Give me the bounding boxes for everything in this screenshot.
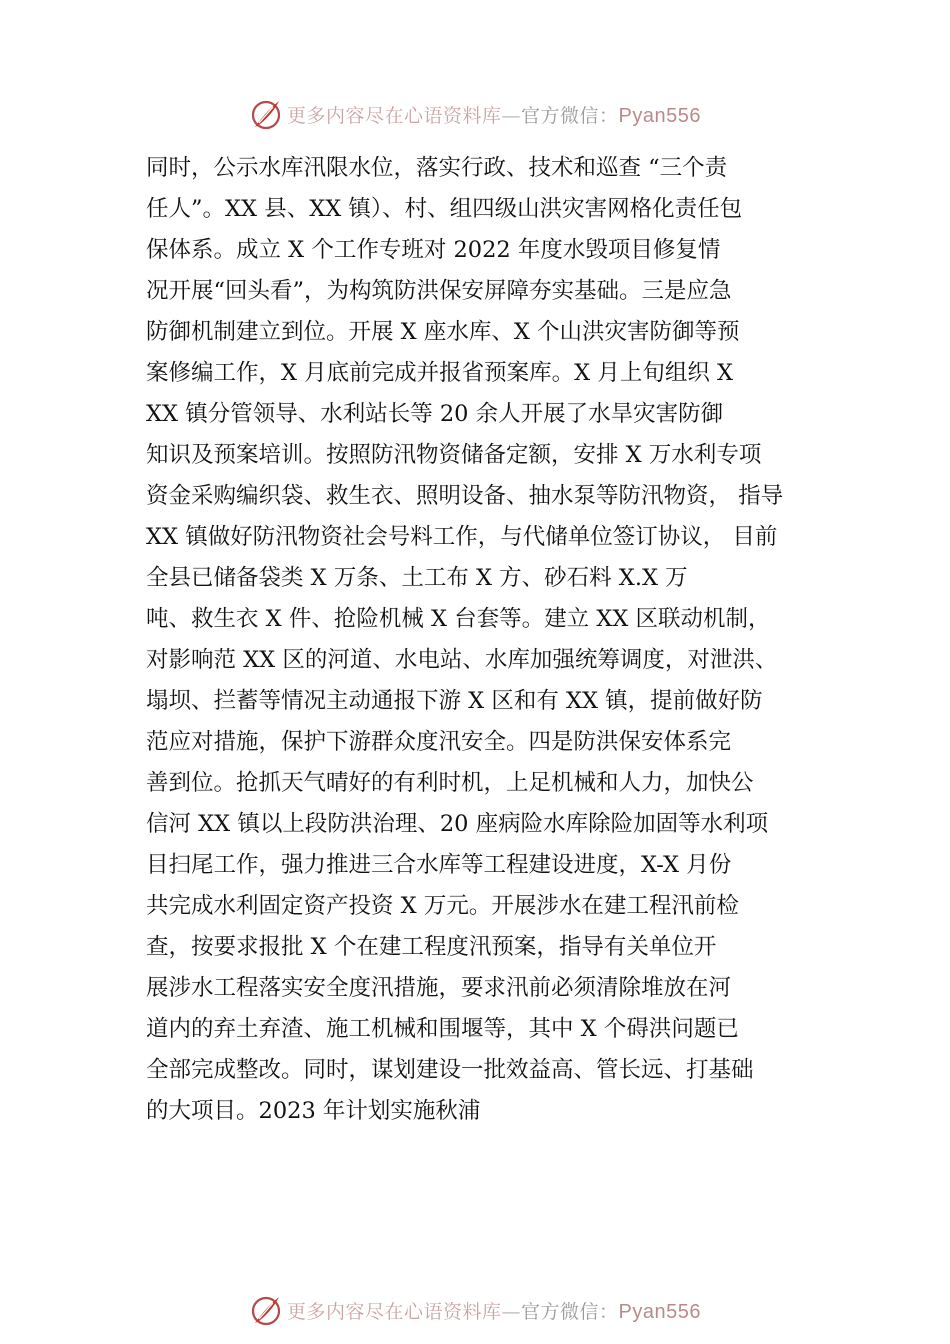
text-line: 案修编工作，X 月底前完成并报省预案库。X 月上旬组织 X	[146, 360, 734, 386]
text-line: 况开展“回头看”，为构筑防洪保安屏障夯实基础。三是应急	[146, 278, 732, 304]
header-watermark	[0, 94, 950, 134]
watermark-label: 官方微信：	[521, 104, 619, 127]
document-body	[146, 148, 836, 1132]
text-line: 任人”。XX 县、XX 镇）、村、组四级山洪灾害网格化责任包	[146, 196, 743, 222]
watermark-wechat-id: Pyan556	[618, 104, 701, 127]
text-line: 塌坝、拦蓄等情况主动通报下游 X 区和有 XX 镇，提前做好防	[146, 688, 763, 714]
text-line: 善到位。抢抓天气晴好的有利时机，上足机械和人力，加快公	[146, 770, 754, 796]
text-line: 资金采购编织袋、救生衣、照明设备、抽水泵等防汛物资， 指导	[146, 483, 784, 509]
text-line: 全部完成整改。同时，谋划建设一批效益高、管长远、打基础	[146, 1057, 754, 1083]
red-quill-logo-icon	[249, 97, 283, 131]
text-line: 查，按要求报批 X 个在建工程度汛预案，指导有关单位开	[146, 934, 717, 960]
red-quill-logo-icon	[249, 1293, 283, 1327]
watermark-wechat-id: Pyan556	[618, 1300, 701, 1323]
text-line: 对影响范 XX 区的河道、水电站、水库加强统筹调度，对泄洪、	[146, 647, 778, 673]
text-line: 同时，公示水库汛限水位，落实行政、技术和巡查 “三个责	[146, 155, 728, 181]
text-line: 范应对措施，保护下游群众度汛安全。四是防洪保安体系完	[146, 729, 732, 755]
watermark-text: 更多内容尽在心语资料库	[287, 104, 502, 127]
text-line: 全县已储备袋类 X 万条、土工布 X 方、砂石料 X.X 万	[146, 565, 688, 591]
text-line: 吨、救生衣 X 件、抢险机械 X 台套等。建立 XX 区联动机制，	[146, 606, 771, 632]
text-line: XX 镇做好防汛物资社会号料工作，与代储单位签订协议， 目前	[146, 524, 778, 550]
text-line: 的大项目。2023 年计划实施秋浦	[146, 1098, 481, 1124]
text-line: 共完成水利固定资产投资 X 万元。开展涉水在建工程汛前检	[146, 893, 739, 919]
text-line: 防御机制建立到位。开展 X 座水库、X 个山洪灾害防御等预	[146, 319, 740, 345]
text-line: 展涉水工程落实安全度汛措施，要求汛前必须清除堆放在河	[146, 975, 732, 1001]
text-line: 道内的弃土弃渣、施工机械和围堰等，其中 X 个碍洪问题已	[146, 1016, 739, 1042]
watermark-label: 官方微信：	[521, 1300, 619, 1323]
watermark-text: 更多内容尽在心语资料库	[287, 1300, 502, 1323]
text-line: 目扫尾工作，强力推进三合水库等工程建设进度，X-X 月份	[146, 852, 732, 878]
footer-watermark	[0, 1290, 950, 1330]
watermark-dash: —	[501, 104, 522, 127]
text-line: 保体系。成立 X 个工作专班对 2022 年度水毁项目修复情	[146, 237, 721, 263]
text-line: 信河 XX 镇以上段防洪治理、20 座病险水库除险加固等水利项	[146, 811, 769, 837]
text-line: 知识及预案培训。按照防汛物资储备定额，安排 X 万水利专项	[146, 442, 762, 468]
watermark-dash: —	[501, 1300, 522, 1323]
text-line: XX 镇分管领导、水利站长等 20 余人开展了水旱灾害防御	[146, 401, 724, 427]
